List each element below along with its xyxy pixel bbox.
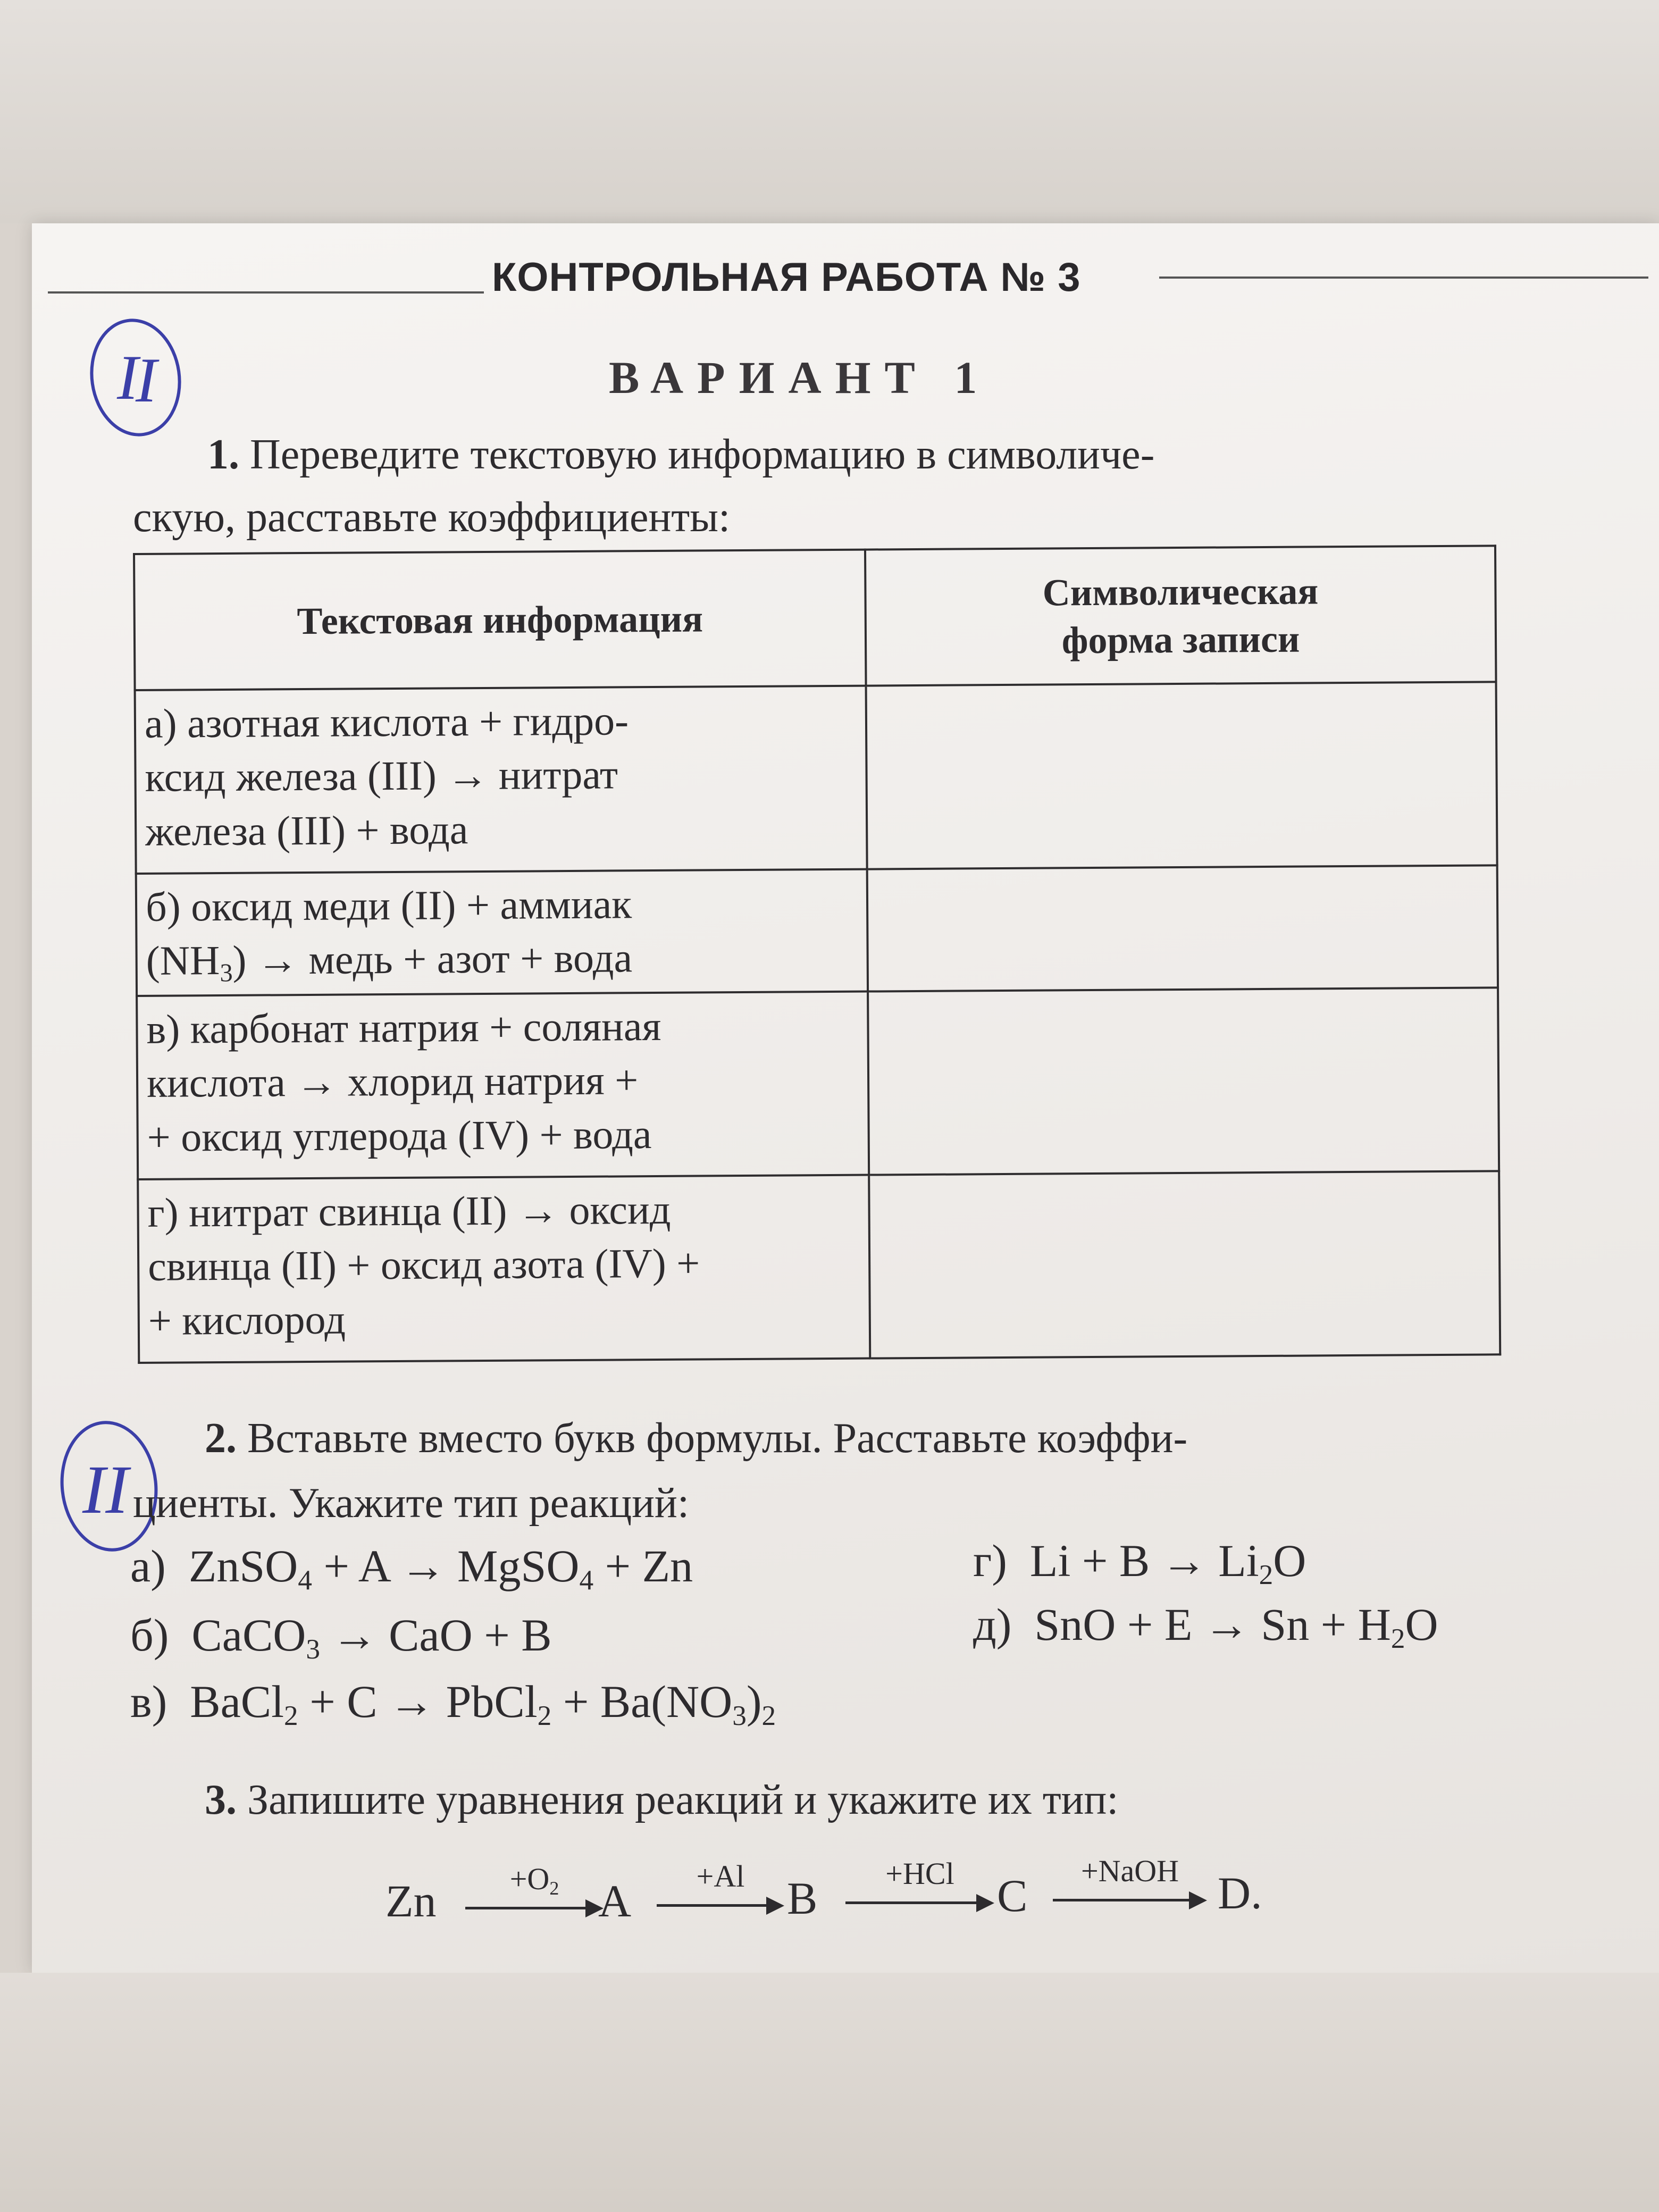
- task2-line1: [205, 1414, 1187, 1463]
- task3-line: [205, 1776, 1119, 1824]
- row-a-line3: железа (III) + вода: [145, 806, 468, 854]
- table-row: [138, 1171, 1500, 1363]
- task3-text: Запишите уравнения реакций и укажите их тип:: [247, 1777, 1119, 1823]
- chain-product-d: D.: [1218, 1867, 1262, 1918]
- mark-2-text: II: [82, 1452, 129, 1528]
- row-a-line2: ксид железа (III) → нитрат: [145, 751, 618, 801]
- table-row: [136, 865, 1498, 996]
- mark-1-text: I: [117, 342, 138, 413]
- task1-text-line1: Переведите текстовую информацию в символиче-: [250, 431, 1155, 478]
- title-rule-right: [1159, 276, 1648, 279]
- equation-a-label: а): [130, 1540, 166, 1591]
- row-a-text: [135, 686, 867, 874]
- worksheet-title: КОНТРОЛЬНАЯ РАБОТА № 3: [492, 255, 1081, 300]
- background-top: [0, 0, 1659, 223]
- variant-heading: ВАРИАНТ 1: [609, 352, 991, 403]
- row-c-line1: в) карбонат натрия + соляная: [146, 1002, 661, 1052]
- equation-b: [130, 1608, 552, 1665]
- chain-product-a: A: [598, 1875, 632, 1926]
- handwritten-circle-mark-1: [85, 314, 191, 447]
- task2-text-line1: Вставьте вместо букв формулы. Расставьте коэффи-: [247, 1415, 1188, 1462]
- task2-text-line2: циенты. Укажите тип реакций:: [133, 1480, 690, 1527]
- row-d-answer-cell[interactable]: [869, 1171, 1500, 1358]
- row-c-line3: + оксид углерода (IV) + вода: [147, 1110, 652, 1160]
- mark-1-text-2: I: [136, 345, 157, 415]
- equation-c-formula: BaCl$_2$ + C → PbCl$_2$ + $Ba(NO_3)_2$: [190, 1676, 776, 1731]
- equation-a-formula: ZnSO$_4$ + A → MgSO$_4$ + Zn: [188, 1540, 693, 1596]
- row-c-line2: кислота → хлорид натрия +: [146, 1057, 639, 1107]
- title-rule-left: [48, 291, 484, 294]
- equation-e-formula: SnO + $E \to Sn + H_2O$: [1034, 1599, 1438, 1654]
- chain-arrow-2: [657, 1859, 784, 1928]
- row-a-line1: а) азотная кислота + гидро-: [144, 697, 629, 747]
- equation-c: [130, 1675, 776, 1731]
- task1-number: 1.: [207, 431, 239, 478]
- equation-d: [973, 1534, 1306, 1590]
- row-b-text: [136, 869, 868, 996]
- chain-reagent-2: +Al: [696, 1859, 745, 1893]
- row-d-line1: г) нитрат свинца (II) → оксид: [147, 1186, 671, 1236]
- equation-e: [973, 1598, 1438, 1654]
- row-b-line1: б) оксид меди (II) + аммиак: [145, 881, 632, 930]
- chain-arrow-1: [465, 1862, 604, 1930]
- task2-number: 2.: [205, 1415, 237, 1462]
- header-symbolic-line1: Символическая: [1042, 569, 1319, 614]
- table-header-row: [134, 546, 1496, 690]
- task1-text-line2: скую, расставьте коэффициенты:: [133, 494, 731, 541]
- task3-number: 3.: [205, 1777, 237, 1823]
- chain-reagent-1: $+O_2$: [509, 1862, 559, 1899]
- row-d-text: [138, 1175, 870, 1363]
- chain-start: Zn: [386, 1875, 437, 1926]
- row-d-line3: + кислород: [148, 1296, 346, 1344]
- equation-b-label: б): [130, 1610, 169, 1661]
- equation-d-label: г): [973, 1535, 1007, 1586]
- equation-c-label: в): [130, 1676, 167, 1727]
- header-text-info: Текстовая информация: [134, 550, 866, 690]
- chain-reagent-3: +HCl: [885, 1856, 954, 1891]
- chain-reagent-4: +NaOH: [1080, 1854, 1179, 1888]
- task1-table: [133, 544, 1501, 1364]
- row-a-answer-cell[interactable]: [866, 682, 1497, 869]
- header-symbolic-form: [865, 546, 1496, 685]
- table-row: [135, 682, 1497, 874]
- equation-a: [130, 1539, 693, 1596]
- chain-product-b: B: [787, 1873, 818, 1924]
- chain-arrow-4: [1053, 1854, 1207, 1922]
- row-d-line2: свинца (II) + оксид азота (IV) +: [147, 1239, 700, 1290]
- table-row: [137, 987, 1499, 1179]
- header-symbolic-line2: форма записи: [1061, 617, 1300, 662]
- row-c-answer-cell[interactable]: [868, 987, 1499, 1175]
- row-b-answer-cell[interactable]: [867, 865, 1498, 991]
- task1-line1: [207, 431, 1154, 479]
- equation-e-label: д): [973, 1599, 1012, 1650]
- equation-b-formula: CaCO$_3$ → CaO + B: [191, 1610, 552, 1665]
- row-b-line2: $(NH_3)$ → медь + азот + вода: [146, 934, 633, 987]
- background-bottom: [0, 1973, 1659, 2212]
- chain-arrow-3: [845, 1856, 994, 1925]
- chain-product-c: C: [997, 1870, 1028, 1921]
- equation-d-formula: $Li + B \to Li_2O$: [1029, 1535, 1306, 1590]
- row-c-text: [137, 992, 869, 1179]
